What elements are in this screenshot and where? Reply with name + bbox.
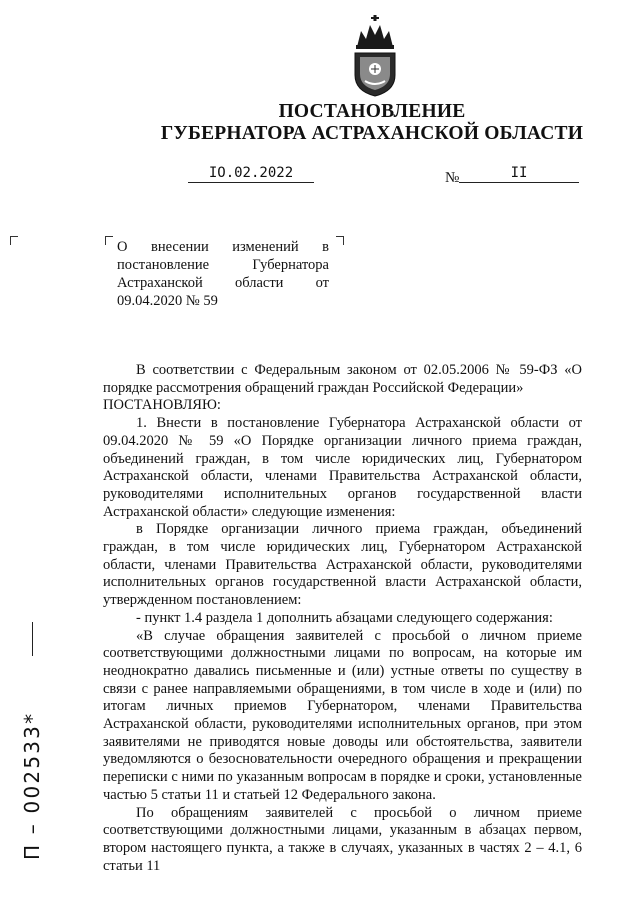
- corner-mark-subject-right: [336, 236, 344, 245]
- document-date: IO.02.2022: [188, 164, 314, 183]
- paragraph-resolve: ПОСТАНОВЛЯЮ:: [103, 397, 221, 414]
- document-body: [103, 362, 582, 875]
- corner-mark-subject-left: [105, 236, 113, 245]
- paragraph-item-1: 1. Внести в постановление Губернатора Астраханской области от 09.04.2020 № 59 «О Порядке организации личного приема граждан, объединений граждан, в том числе юридических лиц, Губернатором Астраханской области, членами Правительства Астраханской области, руководителями исполнительных органов государственной власти Астраханской области» следующие изменения:: [103, 415, 582, 520]
- document-title-line2: ГУБЕРНАТОРА АСТРАХАНСКОЙ ОБЛАСТИ: [160, 123, 584, 144]
- paragraph-preamble: В соответствии с Федеральным законом от 02.05.2006 № 59-ФЗ «О порядке рассмотрения обращений граждан Российской Федерации»: [103, 362, 582, 396]
- paragraph-order: в Порядке организации личного приема граждан, объединений граждан, в том числе юридических лиц, Губернатором Астраханской области, членами Правительства Астраханской области, руководителями исполнительных органов государственной власти Астраханской области, утвержденном постановлением:: [103, 521, 582, 609]
- coat-of-arms-icon: [349, 13, 401, 97]
- paragraph-amendment: - пункт 1.4 раздела 1 дополнить абзацами следующего содержания:: [136, 609, 553, 626]
- corner-mark-left: [10, 236, 18, 245]
- number-label: №: [445, 170, 460, 186]
- document-number: II: [459, 164, 579, 183]
- paragraph-quoted-2: По обращениям заявителей с просьбой о личном приеме соответствующими должностными лицами, указанным в абзацах первом, втором настоящего пункта, а также в случаях, указанных в частях 2 – 4.1, 6 статьи 11: [103, 804, 582, 874]
- document-title-line1: ПОСТАНОВЛЕНИЕ: [278, 101, 466, 122]
- side-margin-line: [32, 622, 33, 656]
- registration-code: П – 002533*: [20, 711, 44, 860]
- document-subject: О внесении изменений в постановление Губернатора Астраханской области от 09.04.2020 № 59: [117, 239, 329, 309]
- paragraph-quoted-1: «В случае обращения заявителей с просьбой о личном приеме соответствующими должностными лицами по вопросам, на которые им неоднократно давались письменные и (или) устные ответы по существу в связи с ранее направляемыми обращениями, в том числе в ходе и (или) по итогам личных приемов Губернатором, членами Правительства Астраханской области, руководителями исполнительных органов, при этом заявителями не приводятся новые доводы или обстоятельства, заявители уведомляются о безосновательности очередного обращения и прекращении переписки с ними по указанным вопросам в порядке и сроки, установленные частью 5 статьи 11 и статьей 12 Федерального закона.: [103, 627, 582, 803]
